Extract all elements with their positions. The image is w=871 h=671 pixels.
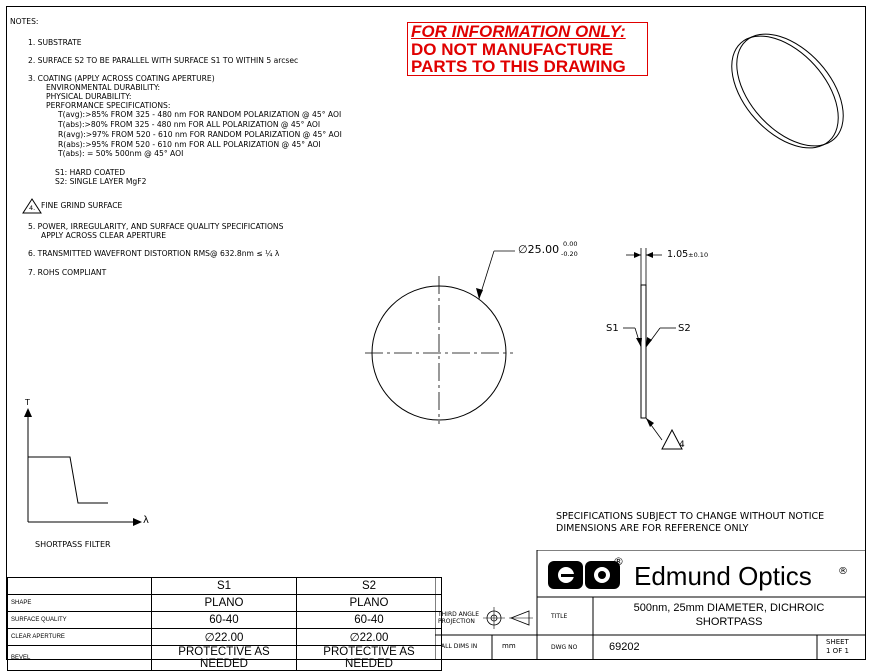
eo-logo	[548, 559, 620, 591]
table-cell-s1: ∅22.00	[152, 629, 297, 646]
note-2: 2. SURFACE S2 TO BE PARALLEL WITH SURFACE S1 TO WITHIN 5 arcsec	[28, 56, 299, 65]
table-header-row	[8, 578, 442, 595]
drawing-title	[598, 601, 860, 629]
projection-label-line-2: PROJECTION	[438, 618, 475, 625]
units-label: ALL DIMS IN	[441, 643, 478, 650]
isometric-disc-view	[730, 25, 850, 160]
diameter-dimension: ∅25.00	[518, 243, 560, 256]
note-5b: APPLY ACROSS CLEAR APERTURE	[41, 231, 167, 240]
dwg-no-label: DWG NO	[551, 644, 578, 651]
table-header-s1: S1	[152, 578, 297, 595]
projection-label	[438, 611, 479, 625]
table-cell-s2: PROTECTIVE AS NEEDED	[297, 646, 442, 671]
graph-caption: SHORTPASS FILTER	[35, 540, 111, 549]
thickness-value: 1.05	[667, 249, 689, 260]
surface-s1-label: S1	[606, 323, 619, 334]
note-7: 7. ROHS COMPLIANT	[28, 268, 107, 277]
diameter-tolerance-upper: 0.00	[563, 240, 578, 248]
eo-logo-icon	[548, 559, 620, 591]
graph-x-label: λ	[143, 515, 149, 526]
sheet-value: 1 OF 1	[826, 647, 849, 655]
logo-registered-mark: ®	[613, 555, 624, 568]
sheet-label: SHEET	[826, 638, 849, 646]
warning-line-3: PARTS TO THIS DRAWING	[411, 57, 626, 76]
table-row	[8, 629, 442, 646]
diameter-tolerance-lower: -0.20	[561, 250, 578, 258]
table-row	[8, 595, 442, 612]
shortpass-graph	[18, 405, 148, 530]
graph-y-label: T	[25, 398, 30, 407]
info-only-warning	[407, 22, 648, 76]
table-cell-s2: ∅22.00	[297, 629, 442, 646]
disclaimer-line-1: SPECIFICATIONS SUBJECT TO CHANGE WITHOUT NOTICE	[556, 511, 825, 522]
disclaimer-line-2: DIMENSIONS ARE FOR REFERENCE ONLY	[556, 523, 749, 534]
callout-4-label: 4	[679, 440, 685, 450]
table-cell-s1: PROTECTIVE AS NEEDED	[152, 646, 297, 671]
eo-logo-text	[548, 559, 549, 560]
thickness-tolerance: ±0.10	[688, 251, 709, 259]
thickness-dimension	[667, 249, 708, 260]
spec-4: R(abs):>95% FROM 520 - 610 nm FOR ALL POLARIZATION @ 45° AOI	[58, 140, 321, 149]
note-3: 3. COATING (APPLY ACROSS COATING APERTURE)	[28, 74, 215, 83]
table-row-label: CLEAR APERTURE	[8, 629, 152, 646]
table-row-label: SHAPE	[8, 595, 152, 612]
note-5a: 5. POWER, IRREGULARITY, AND SURFACE QUALITY SPECIFICATIONS	[28, 222, 284, 231]
units-value: mm	[502, 642, 516, 650]
table-cell-s2: 60-40	[297, 612, 442, 629]
note-1: 1. SUBSTRATE	[28, 38, 82, 47]
table-row	[8, 646, 442, 671]
drawing-title-line-1: 500nm, 25mm DIAMETER, DICHROIC	[633, 602, 825, 614]
table-cell-s2: PLANO	[297, 595, 442, 612]
company-registered-mark: ®	[838, 566, 848, 577]
dwg-no-value: 69202	[609, 641, 640, 653]
side-view-drawing	[590, 240, 700, 460]
third-angle-projection-icon	[481, 605, 536, 631]
notes-header: NOTES:	[10, 17, 39, 26]
spec-1: T(avg):>85% FROM 325 - 480 nm FOR RANDOM POLARIZATION @ 45° AOI	[58, 110, 342, 119]
note-3-env: ENVIRONMENTAL DURABILITY:	[46, 83, 161, 92]
table-row-label: BEVEL	[8, 646, 152, 671]
front-view-drawing	[360, 236, 520, 426]
projection-label-line-1: THIRD ANGLE	[438, 611, 480, 618]
note-6: 6. TRANSMITTED WAVEFRONT DISTORTION RMS@ 632.8nm ≤ ¼ λ	[28, 249, 280, 258]
table-header-s2: S2	[297, 578, 442, 595]
disclaimer	[556, 511, 824, 535]
warning-line-2: DO NOT MANUFACTURE	[411, 39, 614, 59]
drawing-title-line-2: SHORTPASS	[695, 616, 763, 628]
surface-s1-note: S1: HARD COATED	[55, 168, 126, 177]
company-name: Edmund Optics	[634, 561, 812, 591]
spec-2: T(abs):>80% FROM 325 - 480 nm FOR ALL POLARIZATION @ 45° AOI	[58, 120, 321, 129]
surface-s2-label: S2	[678, 323, 691, 334]
surface-spec-table	[7, 577, 442, 671]
table-row-label: SURFACE QUALITY	[8, 612, 152, 629]
table-cell-s1: 60-40	[152, 612, 297, 629]
note-3-phys: PHYSICAL DURABILITY:	[46, 92, 132, 101]
spec-3: R(avg):>97% FROM 520 - 610 nm FOR RANDOM POLARIZATION @ 45° AOI	[58, 130, 342, 139]
table-row	[8, 612, 442, 629]
title-label: TITLE	[551, 613, 568, 620]
spec-5: T(abs): = 50% 500nm @ 45° AOI	[58, 149, 184, 158]
note-4: FINE GRIND SURFACE	[41, 201, 123, 210]
note-4-number: 4.	[29, 204, 36, 212]
note-3-perf: PERFORMANCE SPECIFICATIONS:	[46, 101, 171, 110]
surface-s2-note: S2: SINGLE LAYER MgF2	[55, 177, 147, 186]
table-header-blank	[8, 578, 152, 595]
table-cell-s1: PLANO	[152, 595, 297, 612]
warning-line-1: FOR INFORMATION ONLY:	[411, 22, 626, 41]
